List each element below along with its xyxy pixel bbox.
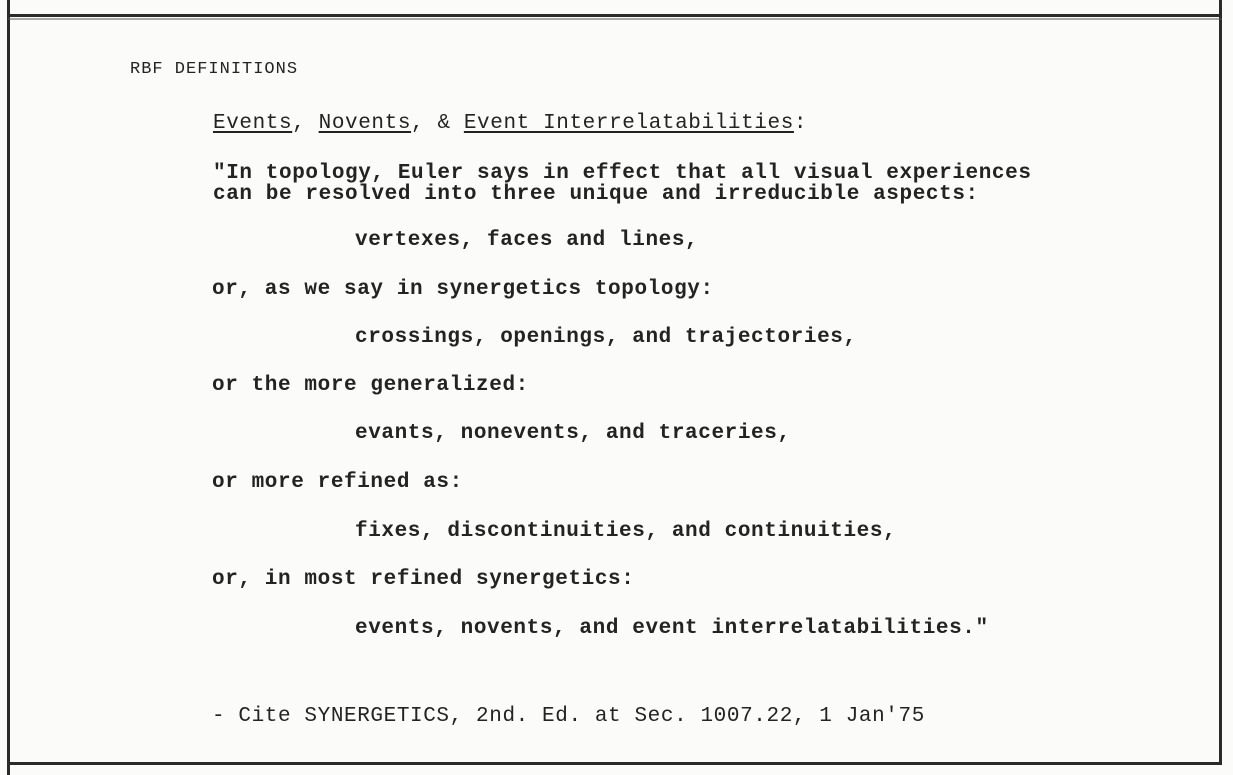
frame-inner-line xyxy=(8,18,1222,20)
quote-item-2: crossings, openings, and trajectories, xyxy=(355,326,857,349)
quote-connector-4: or, in most refined synergetics: xyxy=(212,568,635,591)
term-event-interrelatabilities: Event Interrelatabilities xyxy=(463,112,794,135)
quote-item-1: vertexes, faces and lines, xyxy=(355,229,699,252)
quote-item-4: fixes, discontinuities, and continuities, xyxy=(355,520,897,543)
quote-connector-2: or the more generalized: xyxy=(212,374,529,397)
frame-bottom-border xyxy=(8,762,1222,765)
frame-right-border xyxy=(1219,0,1222,765)
subheading-separator: , & xyxy=(411,112,464,135)
citation: - Cite SYNERGETICS, 2nd. Ed. at Sec. 1007.22, 1 Jan'75 xyxy=(212,705,925,728)
term-events: Events xyxy=(213,112,293,135)
card-heading: RBF DEFINITIONS xyxy=(130,60,299,79)
frame-left-border xyxy=(0,0,10,775)
term-novents: Novents xyxy=(318,112,412,135)
definition-subheading xyxy=(213,112,807,136)
quote-connector-1: or, as we say in synergetics topology: xyxy=(212,278,714,301)
quote-item-5: events, novents, and event interrelatabilities." xyxy=(355,617,989,640)
quote-line-2: can be resolved into three unique and irreducible aspects: xyxy=(213,183,979,206)
subheading-separator: , xyxy=(292,112,319,135)
quote-line-1: "In topology, Euler says in effect that all visual experiences xyxy=(213,162,1032,185)
frame-top-border xyxy=(8,14,1222,17)
quote-item-3: evants, nonevents, and traceries, xyxy=(355,422,791,445)
subheading-colon: : xyxy=(793,112,808,135)
quote-connector-3: or more refined as: xyxy=(212,471,463,494)
